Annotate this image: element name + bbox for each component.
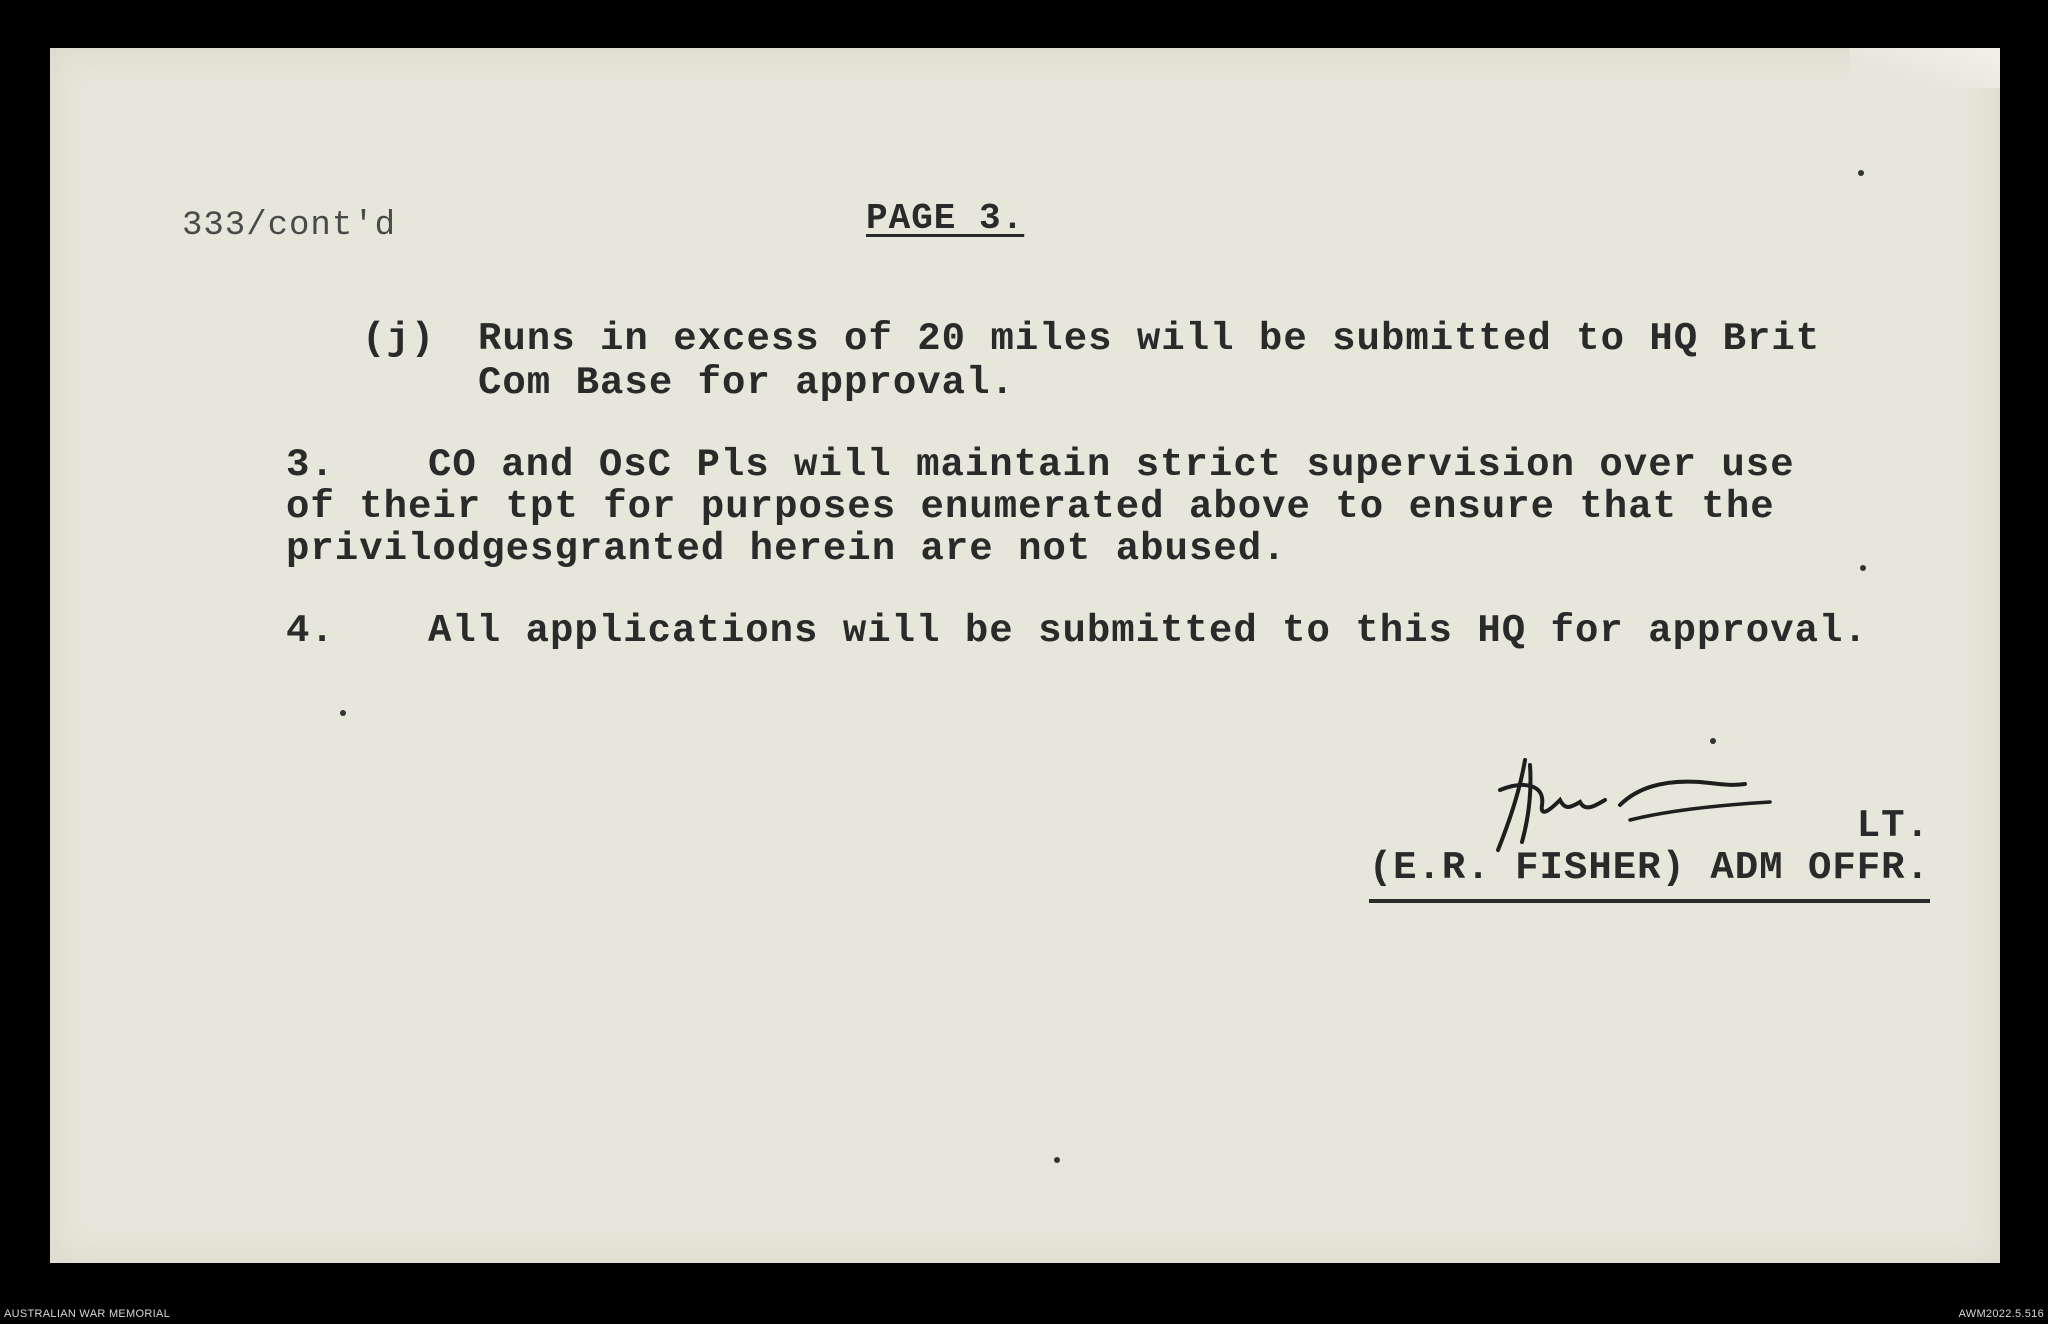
paper-speck [340, 710, 346, 716]
paragraph-3-number: 3. [286, 443, 335, 487]
paper-speck [1710, 738, 1716, 744]
paper-speck [1858, 170, 1864, 176]
footer-left-label: AUSTRALIAN WAR MEMORIAL [4, 1308, 171, 1320]
handwritten-signature [1470, 750, 1800, 860]
paragraph-4-number: 4. [286, 609, 335, 653]
paragraph-3-line-3: privilodgesgranted herein are not abused. [286, 527, 1287, 571]
paper-speck [1860, 565, 1866, 571]
paper-speck [1054, 1157, 1060, 1163]
item-j-line-1: Runs in excess of 20 miles will be submitted to HQ Brit [478, 317, 1821, 361]
item-j-label: (j) [362, 317, 436, 361]
paper-fold [1850, 48, 2000, 88]
paragraph-4-text: All applications will be submitted to this HQ for approval. [428, 609, 1868, 653]
footer-right-label: AWM2022.5.516 [1958, 1308, 2044, 1320]
page-title: PAGE 3. [866, 198, 1025, 239]
item-j-line-2: Com Base for approval. [478, 361, 1015, 405]
signature-rank: LT. [1856, 804, 1930, 848]
paragraph-3-line-1: CO and OsC Pls will maintain strict supervision over use [428, 443, 1795, 487]
paragraph-3-line-2: of their tpt for purposes enumerated above to ensure that the [286, 485, 1775, 529]
reference-number: 333/cont'd [182, 207, 397, 245]
signature-name: (E.R. FISHER) ADM OFFR. [1369, 847, 1930, 903]
